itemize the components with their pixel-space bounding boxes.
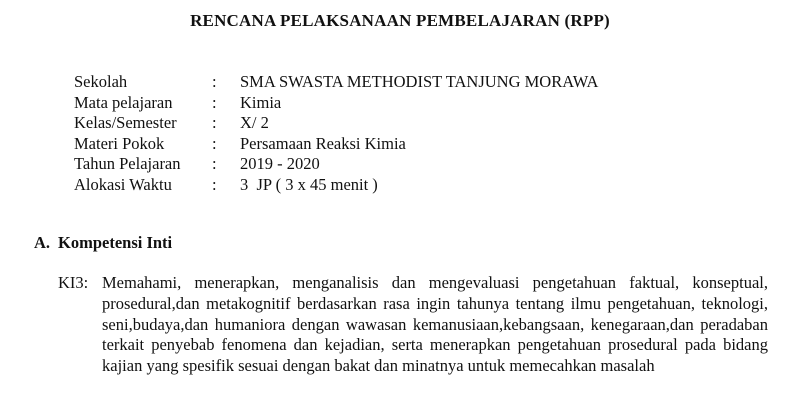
info-colon: : [212,133,217,153]
info-colon: : [212,92,217,112]
section-title: Kompetensi Inti [58,233,173,252]
info-colon: : [212,113,217,133]
section-heading-kompetensi-inti [34,233,172,253]
info-label: Alokasi Waktu [74,174,172,194]
info-colon: : [212,154,217,174]
info-row-materi-pokok [74,134,598,155]
document-title: RENCANA PELAKSANAAN PEMBELAJARAN (RPP) [190,11,610,30]
info-label: Materi Pokok [74,133,165,153]
info-row-tahun-pelajaran [74,154,598,175]
info-value: Kimia [240,92,282,112]
info-row-mata-pelajaran [74,93,598,114]
info-value: 3 JP ( 3 x 45 menit ) [240,174,378,194]
info-label: Mata pelajaran [74,92,173,112]
identity-table [74,72,598,196]
info-colon: : [212,72,217,91]
ki3-label: KI3: [58,273,89,292]
info-colon: : [212,174,217,194]
info-row-sekolah [74,72,598,93]
section-number: A. [34,233,51,252]
info-row-kelas-semester [74,113,598,134]
info-value: X/ 2 [240,113,269,133]
ki3-paragraph [58,273,768,377]
info-value: SMA SWASTA METHODIST TANJUNG MORAWA [240,72,599,91]
info-label: Kelas/Semester [74,113,177,133]
ki3-text: Memahami, menerapkan, menganalisis dan mengevaluasi pengetahuan faktual, konseptual, prosedural,dan metakognitif berdasarkan rasa ingin tahunya tentang ilmu pengetahuan, teknologi, seni,budaya,dan humaniora dengan wawasan kemanusiaan,kebangsaan, kenegaraan,dan peradaban terkait penyebab fenomena dan kejadian, serta menerapkan pengetahuan prosedural pada bidang kajian yang spesifik sesuai dengan bakat dan minatnya untuk memecahkan masalah [102,273,768,376]
info-value: Persamaan Reaksi Kimia [240,133,406,153]
info-value: 2019 - 2020 [240,154,320,174]
info-row-alokasi-waktu [74,175,598,196]
info-label: Tahun Pelajaran [74,154,181,174]
info-label: Sekolah [74,72,128,91]
